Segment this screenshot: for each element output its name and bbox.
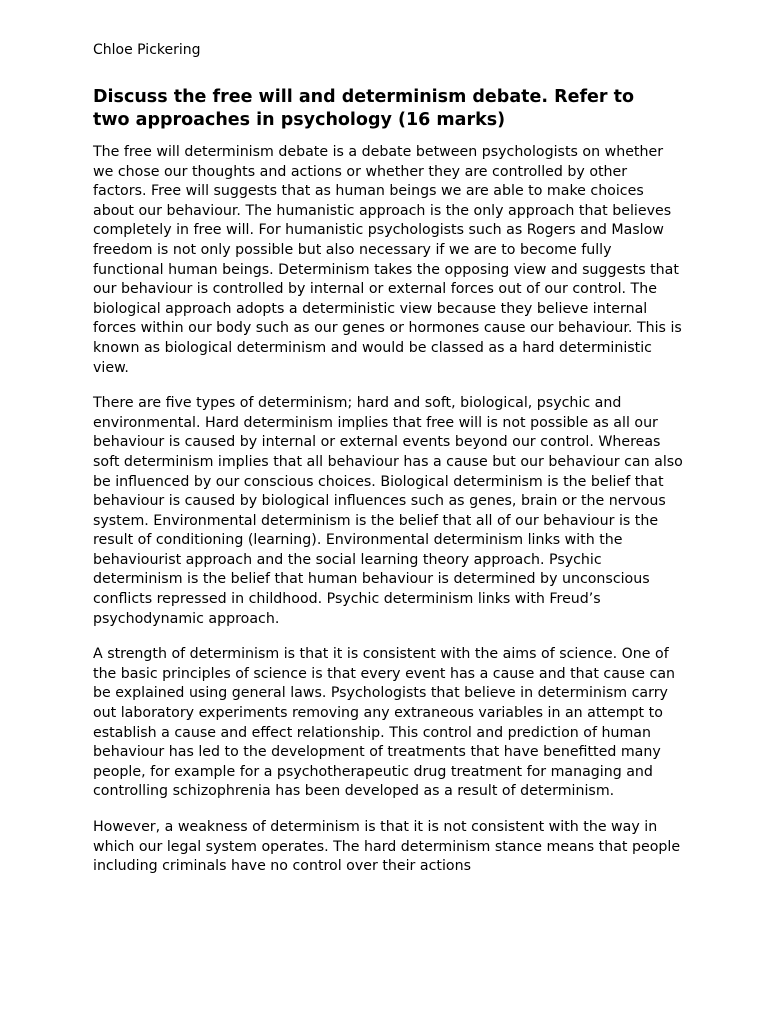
paragraph-4: However, a weakness of determinism is that it is not consistent with the way in which our legal system operates. The hard determinism stance means that people including criminals have no control over their actions bbox=[93, 819, 681, 875]
essay-body bbox=[93, 143, 683, 893]
paragraph-1: The free will determinism debate is a debate between psychologists on whether we chose our thoughts and actions or whether they are controlled by other factors. Free will suggests that as human beings we are able to make choices about our behaviour. The humanistic approach is the only approach that believes completely in free will. For humanistic psychologists such as Rogers and Maslow freedom is not only possible but also necessary if we are to become fully functional human beings. Determinism takes the opposing view and suggests that our behaviour is controlled by internal or external forces out of our control. The biological approach adopts a deterministic view because they believe internal forces within our body such as our genes or hormones cause our behaviour. This is known as biological determinism and would be classed as a hard deterministic view. bbox=[93, 144, 682, 376]
paragraph-3: A strength of determinism is that it is consistent with the aims of science. One of the basic principles of science is that every event has a cause and that cause can be explained using general laws. Psychologists that believe in determinism carry out laboratory experiments removing any extraneous variables in an attempt to establish a cause and effect relationship. This control and prediction of human behaviour has led to the development of treatments that have benefitted many people, for example for a psychotherapeutic drug treatment for managing and controlling schizophrenia has been developed as a result of determinism. bbox=[93, 646, 676, 800]
author-name: Chloe Pickering bbox=[93, 42, 201, 58]
essay-title: Discuss the free will and determinism debate. Refer to two approaches in psychology (16 marks) bbox=[93, 87, 635, 130]
paragraph-2: There are five types of determinism; hard and soft, biological, psychic and environmental. Hard determinism implies that free will is not possible as all our behaviour is caused by internal or external events beyond our control. Whereas soft determinism implies that all behaviour has a cause but our behaviour can also be influenced by our conscious choices. Biological determinism is the belief that behaviour is caused by biological influences such as genes, brain or the nervous system. Environmental determinism is the belief that all of our behaviour is the result of conditioning (learning). Environmental determinism links with the behaviourist approach and the social learning theory approach. Psychic determinism is the belief that human behaviour is determined by unconscious conflicts repressed in childhood. Psychic determinism links with Freud’s psychodynamic approach. bbox=[93, 395, 683, 627]
